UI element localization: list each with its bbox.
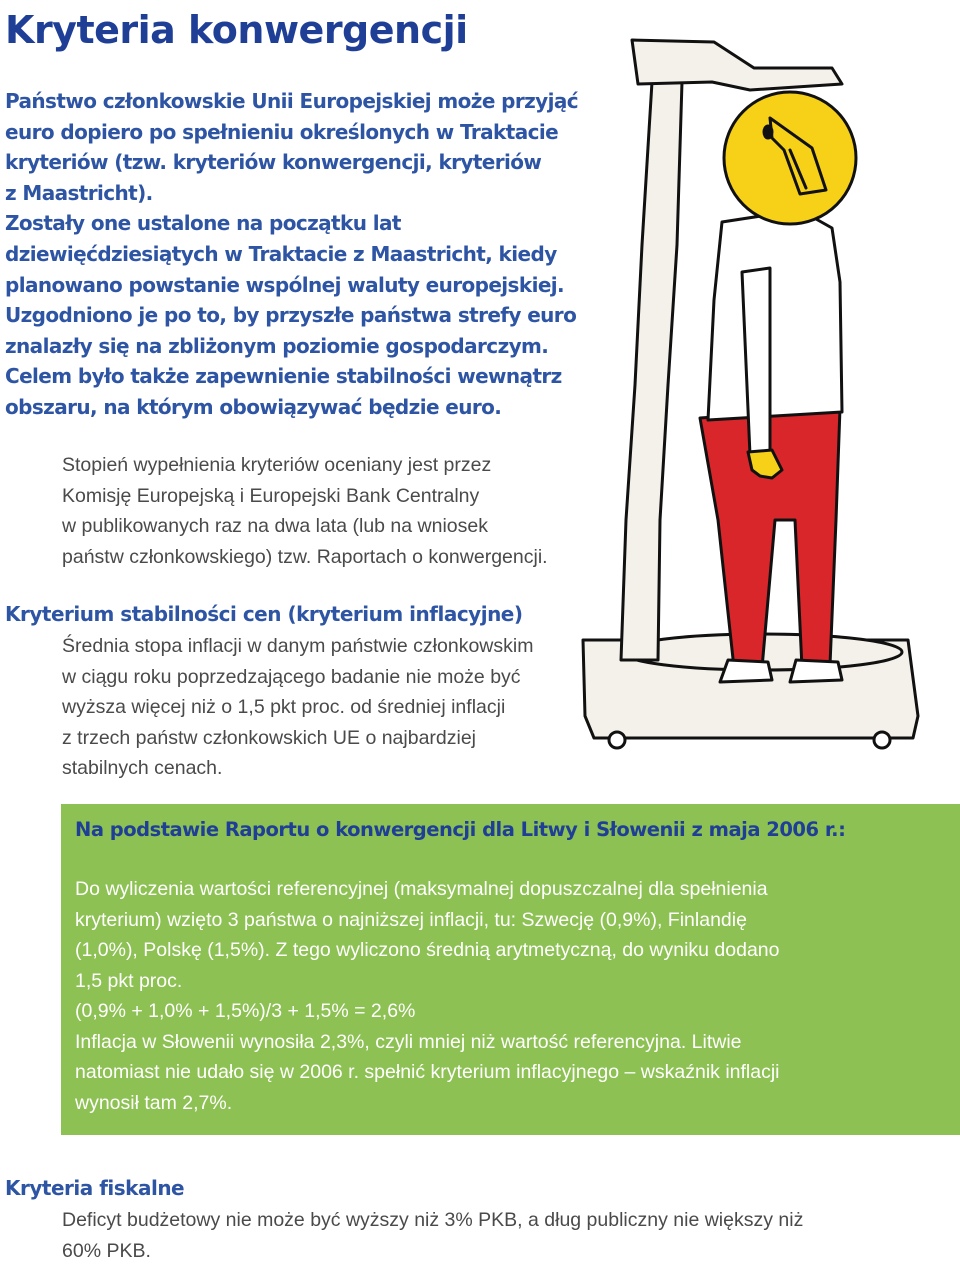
example-box-line: Inflacja w Słowenii wynosiła 2,3%, czyli mniej niż wartość referencyjna. Litwie <box>75 1027 780 1058</box>
assessment-line: Stopień wypełnienia kryteriów oceniany jest przez <box>62 450 602 481</box>
intro-line: Celem było także zapewnienie stabilności wewnątrz <box>5 361 575 392</box>
example-box-body <box>75 874 780 1118</box>
price-stability-line: wyższa więcej niż o 1,5 pkt proc. od średniej inflacji <box>62 692 533 723</box>
intro-line: z Maastricht). <box>5 178 575 209</box>
intro-line: Państwo członkowskie Unii Europejskiej może przyjąć <box>5 86 575 117</box>
price-stability-line: stabilnych cenach. <box>62 753 533 784</box>
page-title: Kryteria konwergencji <box>5 8 468 52</box>
example-box-line: wynosił tam 2,7%. <box>75 1088 780 1119</box>
price-stability-line: Średnia stopa inflacji w danym państwie członkowskim <box>62 631 533 662</box>
fiscal-heading: Kryteria fiskalne <box>5 1176 184 1200</box>
price-stability-line: z trzech państw członkowskich UE o najbardziej <box>62 723 533 754</box>
example-box-line: (0,9% + 1,0% + 1,5%)/3 + 1,5% = 2,6% <box>75 996 780 1027</box>
intro-paragraph <box>5 86 575 423</box>
assessment-line: Komisję Europejską i Europejski Bank Centralny <box>62 481 602 512</box>
scale-wheel-right <box>874 732 890 748</box>
example-box-line: natomiast nie udało się w 2006 r. spełnić kryterium inflacyjnego – wskaźnik inflacji <box>75 1057 780 1088</box>
price-stability-line: w ciągu roku poprzedzającego badanie nie może być <box>62 662 533 693</box>
person-on-scale-illustration <box>575 20 935 760</box>
example-box-heading: Na podstawie Raportu o konwergencji dla Litwy i Słowenii z maja 2006 r.: <box>75 818 845 841</box>
example-box-line: 1,5 pkt proc. <box>75 966 780 997</box>
example-box-line: Do wyliczenia wartości referencyjnej (maksymalnej dopuszczalnej dla spełnienia <box>75 874 780 905</box>
right-shoe <box>790 660 842 682</box>
left-shoe <box>720 660 772 682</box>
fiscal-body <box>62 1205 803 1266</box>
intro-line: kryteriów (tzw. kryteriów konwergencji, kryteriów <box>5 147 575 178</box>
measuring-pole <box>621 82 682 660</box>
eye <box>764 126 772 138</box>
intro-line: obszaru, na którym obowiązywać będzie euro. <box>5 392 575 423</box>
example-box <box>61 804 960 1135</box>
intro-line: Zostały one ustalone na początku lat <box>5 208 575 239</box>
price-stability-heading: Kryterium stabilności cen (kryterium inflacyjne) <box>5 602 523 626</box>
measuring-arm <box>632 40 842 90</box>
intro-line: Uzgodniono je po to, by przyszłe państwa strefy euro <box>5 300 575 331</box>
assessment-paragraph <box>62 450 602 572</box>
intro-line: dziewięćdziesiątych w Traktacie z Maastricht, kiedy <box>5 239 575 270</box>
example-box-line: (1,0%), Polskę (1,5%). Z tego wyliczono średnią arytmetyczną, do wyniku dodano <box>75 935 780 966</box>
intro-line: planowano powstanie wspólnej waluty europejskiej. <box>5 270 575 301</box>
price-stability-body <box>62 631 533 784</box>
fiscal-line: 60% PKB. <box>62 1236 803 1266</box>
assessment-line: w publikowanych raz na dwa lata (lub na wniosek <box>62 511 602 542</box>
fiscal-line: Deficyt budżetowy nie może być wyższy niż 3% PKB, a dług publiczny nie większy niż <box>62 1205 803 1236</box>
assessment-line: państw członkowskiego) tzw. Raportach o konwergencji. <box>62 542 602 573</box>
scale-wheel-left <box>609 732 625 748</box>
shirt <box>708 210 842 420</box>
intro-line: euro dopiero po spełnieniu określonych w Traktacie <box>5 117 575 148</box>
example-box-line: kryterium) wzięto 3 państwa o najniższej inflacji, tu: Szwecję (0,9%), Finlandię <box>75 905 780 936</box>
intro-line: znalazły się na zbliżonym poziomie gospodarczym. <box>5 331 575 362</box>
